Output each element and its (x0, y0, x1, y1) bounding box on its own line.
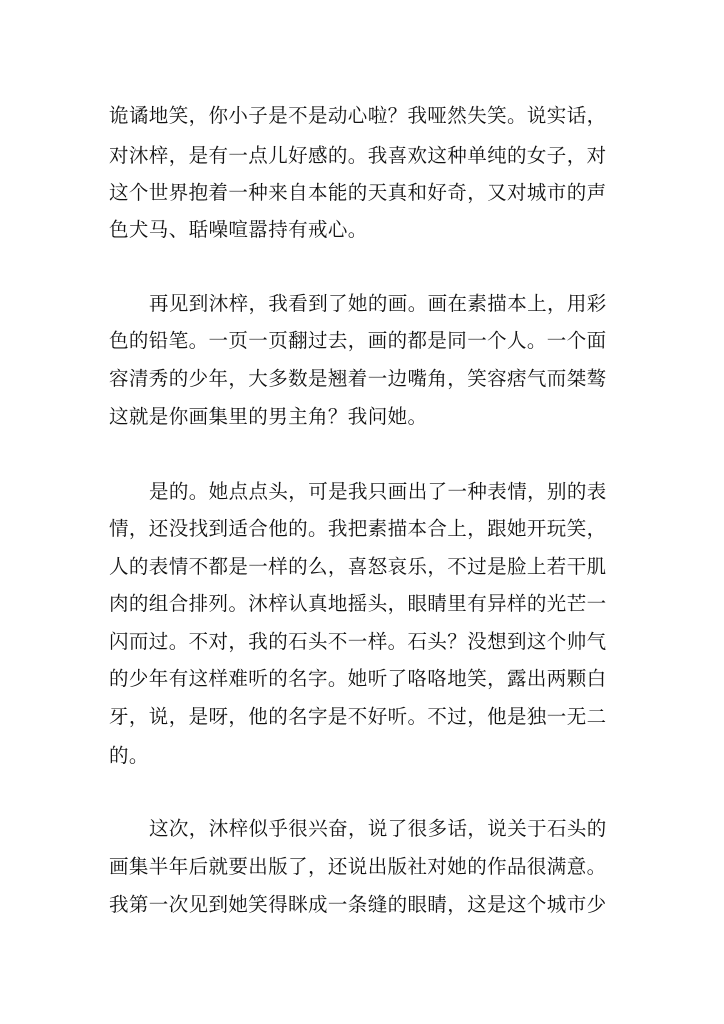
paragraph-1-line-4: 色犬马、聒噪喧嚣持有戒心。 (109, 218, 368, 241)
paragraph-3-line-4: 肉的组合排列。沐梓认真地摇头，眼睛里有异样的光芒一 (109, 592, 607, 615)
paragraph-4-line-3: 我第一次见到她笑得眯成一条缝的眼睛，这是这个城市少 (109, 893, 607, 916)
paragraph-4-line-2: 画集半年后就要出版了，还说出版社对她的作品很满意。 (109, 855, 607, 878)
paragraph-2-line-4: 这就是你画集里的男主角？我问她。 (109, 405, 428, 428)
paragraph-2-line-3: 容清秀的少年，大多数是翘着一边嘴角，笑容痞气而桀骜 (109, 367, 607, 390)
paragraph-2-line-1: 再见到沐梓，我看到了她的画。画在素描本上，用彩 (149, 292, 607, 315)
paragraph-3-line-7: 牙，说，是呀，他的名字是不好听。不过，他是独一无二 (109, 705, 607, 728)
paragraph-1-line-3: 这个世界抱着一种来自本能的天真和好奇，又对城市的声 (109, 181, 607, 204)
paragraph-3-line-6: 的少年有这样难听的名字。她听了咯咯地笑，露出两颗白 (109, 667, 607, 690)
paragraph-2-line-2: 色的铅笔。一页一页翻过去，画的都是同一个人。一个面 (109, 329, 607, 352)
paragraph-3-line-2: 情，还没找到适合他的。我把素描本合上，跟她开玩笑， (109, 517, 607, 540)
paragraph-1-line-1: 诡谲地笑，你小子是不是动心啦？我哑然失笑。说实话， (109, 104, 607, 127)
paragraph-3-line-3: 人的表情不都是一样的么，喜怒哀乐，不过是脸上若干肌 (109, 555, 607, 578)
paragraph-1-line-2: 对沐梓，是有一点儿好感的。我喜欢这种单纯的女子，对 (109, 144, 607, 167)
paragraph-3-line-8: 的。 (109, 744, 149, 767)
paragraph-3-line-5: 闪而过。不对，我的石头不一样。石头？没想到这个帅气 (109, 630, 607, 653)
paragraph-4-line-1: 这次，沐梓似乎很兴奋，说了很多话，说关于石头的 (149, 817, 607, 840)
paragraph-3-line-1: 是的。她点点头，可是我只画出了一种表情，别的表 (149, 480, 607, 503)
